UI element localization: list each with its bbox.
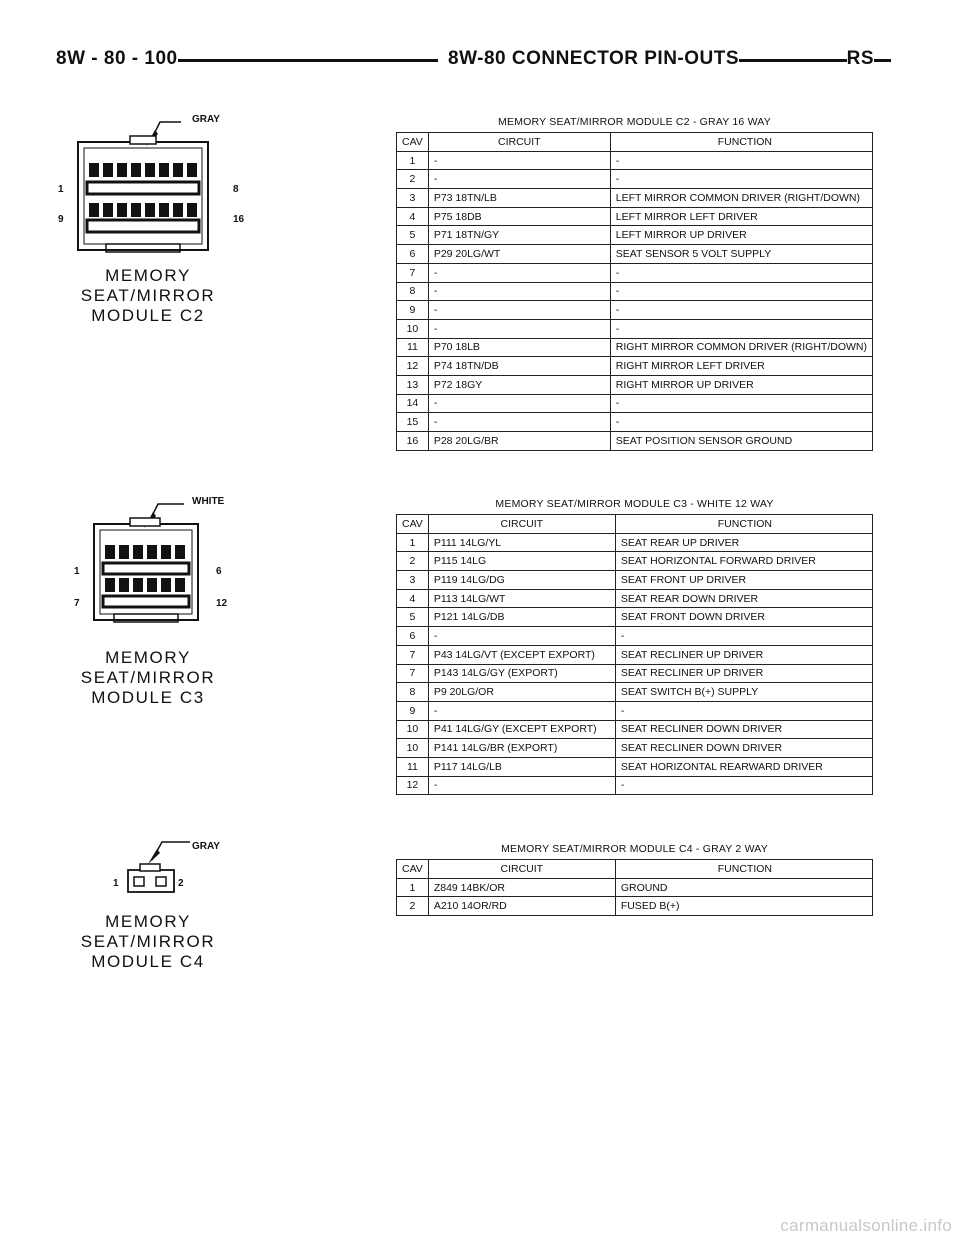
function-cell: SEAT POSITION SENSOR GROUND bbox=[610, 432, 872, 451]
circuit-cell: P143 14LG/GY (EXPORT) bbox=[428, 664, 615, 683]
cav-cell: 11 bbox=[397, 338, 429, 357]
c2-pin-16-label: 16 bbox=[233, 214, 245, 225]
table-row bbox=[397, 170, 873, 189]
cav-cell: 16 bbox=[397, 432, 429, 451]
circuit-cell: P117 14LG/LB bbox=[428, 757, 615, 776]
function-cell: SEAT SENSOR 5 VOLT SUPPLY bbox=[610, 245, 872, 264]
function-header: FUNCTION bbox=[615, 860, 872, 879]
table-row bbox=[397, 207, 873, 226]
cav-cell: 10 bbox=[397, 739, 429, 758]
cav-header: CAV bbox=[397, 860, 429, 879]
function-cell: - bbox=[615, 776, 872, 795]
table-row bbox=[397, 301, 873, 320]
circuit-cell: - bbox=[428, 151, 610, 170]
function-cell: SEAT FRONT DOWN DRIVER bbox=[615, 608, 872, 627]
table-row bbox=[397, 533, 873, 552]
c2-caption-line1: MEMORY SEAT/MIRROR bbox=[80, 266, 216, 305]
c2-caption-line2: MODULE C2 bbox=[91, 306, 205, 325]
c2-pin-8-label: 8 bbox=[233, 184, 239, 195]
function-header: FUNCTION bbox=[610, 133, 872, 152]
table-row bbox=[397, 897, 873, 916]
cav-cell: 11 bbox=[397, 757, 429, 776]
circuit-cell: - bbox=[428, 413, 610, 432]
function-cell: SEAT HORIZONTAL REARWARD DRIVER bbox=[615, 757, 872, 776]
circuit-cell: P119 14LG/DG bbox=[428, 571, 615, 590]
circuit-cell: P9 20LG/OR bbox=[428, 683, 615, 702]
cav-cell: 2 bbox=[397, 552, 429, 571]
function-cell: - bbox=[615, 627, 872, 646]
table-row bbox=[397, 432, 873, 451]
function-cell: SEAT HORIZONTAL FORWARD DRIVER bbox=[615, 552, 872, 571]
circuit-cell: - bbox=[428, 701, 615, 720]
function-cell: - bbox=[610, 301, 872, 320]
connector-c2-diagram bbox=[56, 108, 226, 258]
cav-cell: 9 bbox=[397, 701, 429, 720]
connector-c3-diagram bbox=[72, 490, 225, 630]
cav-header: CAV bbox=[397, 515, 429, 534]
function-cell: SEAT RECLINER UP DRIVER bbox=[615, 664, 872, 683]
cav-cell: 10 bbox=[397, 319, 429, 338]
circuit-cell: P70 18LB bbox=[428, 338, 610, 357]
circuit-cell: P28 20LG/BR bbox=[428, 432, 610, 451]
table-row bbox=[397, 664, 873, 683]
circuit-cell: P73 18TN/LB bbox=[428, 189, 610, 208]
header-rule-left bbox=[176, 59, 438, 62]
table-row bbox=[397, 589, 873, 608]
function-cell: SEAT RECLINER DOWN DRIVER bbox=[615, 720, 872, 739]
table-row bbox=[397, 226, 873, 245]
c3-caption bbox=[56, 648, 240, 708]
cav-cell: 13 bbox=[397, 375, 429, 394]
circuit-cell: - bbox=[428, 776, 615, 795]
function-header: FUNCTION bbox=[615, 515, 872, 534]
cav-cell: 4 bbox=[397, 589, 429, 608]
table-row bbox=[397, 571, 873, 590]
cav-cell: 5 bbox=[397, 226, 429, 245]
circuit-cell: P71 18TN/GY bbox=[428, 226, 610, 245]
c3-caption-line2: MODULE C3 bbox=[91, 688, 205, 707]
c3-pin-6-label: 6 bbox=[216, 566, 222, 577]
c2-caption bbox=[56, 266, 240, 326]
circuit-header: CIRCUIT bbox=[428, 133, 610, 152]
table-row bbox=[397, 282, 873, 301]
c3-caption-line1: MEMORY SEAT/MIRROR bbox=[80, 648, 216, 687]
page-header bbox=[56, 44, 874, 74]
function-cell: - bbox=[610, 151, 872, 170]
c4-color-label: GRAY bbox=[192, 841, 220, 852]
function-cell: - bbox=[610, 394, 872, 413]
function-cell: RIGHT MIRROR UP DRIVER bbox=[610, 375, 872, 394]
table-row bbox=[397, 739, 873, 758]
function-cell: SEAT RECLINER UP DRIVER bbox=[615, 645, 872, 664]
function-cell: SEAT REAR DOWN DRIVER bbox=[615, 589, 872, 608]
table-row bbox=[397, 263, 873, 282]
circuit-cell: - bbox=[428, 319, 610, 338]
table-header-row bbox=[397, 515, 873, 534]
cav-cell: 14 bbox=[397, 394, 429, 413]
cav-cell: 1 bbox=[397, 533, 429, 552]
function-cell: RIGHT MIRROR COMMON DRIVER (RIGHT/DOWN) bbox=[610, 338, 872, 357]
function-cell: LEFT MIRROR UP DRIVER bbox=[610, 226, 872, 245]
c2-pin-9-label: 9 bbox=[58, 214, 64, 225]
circuit-cell: P72 18GY bbox=[428, 375, 610, 394]
table-header-row bbox=[397, 860, 873, 879]
cav-cell: 5 bbox=[397, 608, 429, 627]
cav-cell: 7 bbox=[397, 664, 429, 683]
function-cell: - bbox=[610, 263, 872, 282]
cav-cell: 12 bbox=[397, 357, 429, 376]
table-row bbox=[397, 319, 873, 338]
circuit-cell: - bbox=[428, 282, 610, 301]
c2-table-title: MEMORY SEAT/MIRROR MODULE C2 - GRAY 16 WAY bbox=[498, 116, 771, 128]
function-cell: SEAT FRONT UP DRIVER bbox=[615, 571, 872, 590]
cav-cell: 4 bbox=[397, 207, 429, 226]
circuit-cell: P43 14LG/VT (EXCEPT EXPORT) bbox=[428, 645, 615, 664]
function-cell: - bbox=[610, 413, 872, 432]
circuit-cell: P41 14LG/GY (EXCEPT EXPORT) bbox=[428, 720, 615, 739]
circuit-cell: P113 14LG/WT bbox=[428, 589, 615, 608]
circuit-cell: - bbox=[428, 170, 610, 189]
c2-color-label: GRAY bbox=[192, 114, 220, 125]
table-row bbox=[397, 757, 873, 776]
table-header-row bbox=[397, 133, 873, 152]
c4-pinout-table bbox=[396, 859, 873, 916]
circuit-cell: P115 14LG bbox=[428, 552, 615, 571]
watermark: carmanualsonline.info bbox=[780, 1216, 952, 1235]
table-row bbox=[397, 357, 873, 376]
cav-cell: 6 bbox=[397, 245, 429, 264]
table-row bbox=[397, 338, 873, 357]
circuit-cell: - bbox=[428, 263, 610, 282]
cav-cell: 3 bbox=[397, 189, 429, 208]
function-cell: - bbox=[615, 701, 872, 720]
c4-table-title: MEMORY SEAT/MIRROR MODULE C4 - GRAY 2 WAY bbox=[501, 843, 768, 855]
c3-pinout-table bbox=[396, 514, 873, 795]
cav-cell: 2 bbox=[397, 170, 429, 189]
function-cell: SEAT REAR UP DRIVER bbox=[615, 533, 872, 552]
cav-cell: 8 bbox=[397, 683, 429, 702]
c4-caption bbox=[56, 912, 240, 972]
c3-color-label: WHITE bbox=[192, 496, 225, 507]
function-cell: FUSED B(+) bbox=[615, 897, 872, 916]
c4-caption-line2: MODULE C4 bbox=[91, 952, 205, 971]
function-cell: - bbox=[610, 170, 872, 189]
table-row bbox=[397, 776, 873, 795]
function-cell: LEFT MIRROR LEFT DRIVER bbox=[610, 207, 872, 226]
circuit-header: CIRCUIT bbox=[428, 860, 615, 879]
page-number: 8W - 80 - 100 bbox=[56, 48, 178, 69]
table-row bbox=[397, 552, 873, 571]
function-cell: RIGHT MIRROR LEFT DRIVER bbox=[610, 357, 872, 376]
cav-cell: 6 bbox=[397, 627, 429, 646]
table-row bbox=[397, 151, 873, 170]
cav-header: CAV bbox=[397, 133, 429, 152]
table-row bbox=[397, 608, 873, 627]
table-row bbox=[397, 645, 873, 664]
circuit-cell: P111 14LG/YL bbox=[428, 533, 615, 552]
cav-cell: 7 bbox=[397, 263, 429, 282]
table-row bbox=[397, 375, 873, 394]
c4-caption-line1: MEMORY SEAT/MIRROR bbox=[80, 912, 216, 951]
function-cell: - bbox=[610, 282, 872, 301]
cav-cell: 10 bbox=[397, 720, 429, 739]
circuit-cell: P121 14LG/DB bbox=[428, 608, 615, 627]
c2-pinout-table bbox=[396, 132, 873, 451]
section-title: 8W-80 CONNECTOR PIN-OUTS bbox=[448, 48, 740, 69]
cav-cell: 3 bbox=[397, 571, 429, 590]
model-code: RS bbox=[846, 48, 874, 69]
cav-cell: 8 bbox=[397, 282, 429, 301]
c4-pin-1-label: 1 bbox=[113, 878, 119, 889]
function-cell: GROUND bbox=[615, 878, 872, 897]
circuit-cell: - bbox=[428, 627, 615, 646]
table-row bbox=[397, 413, 873, 432]
table-row bbox=[397, 245, 873, 264]
cav-cell: 1 bbox=[397, 878, 429, 897]
table-row bbox=[397, 683, 873, 702]
function-cell: SEAT SWITCH B(+) SUPPLY bbox=[615, 683, 872, 702]
table-row bbox=[397, 189, 873, 208]
cav-cell: 1 bbox=[397, 151, 429, 170]
function-cell: - bbox=[610, 319, 872, 338]
function-cell: SEAT RECLINER DOWN DRIVER bbox=[615, 739, 872, 758]
circuit-cell: - bbox=[428, 301, 610, 320]
c3-pin-1-label: 1 bbox=[74, 566, 80, 577]
table-row bbox=[397, 878, 873, 897]
table-row bbox=[397, 627, 873, 646]
circuit-cell: P141 14LG/BR (EXPORT) bbox=[428, 739, 615, 758]
circuit-cell: P29 20LG/WT bbox=[428, 245, 610, 264]
circuit-cell: P75 18DB bbox=[428, 207, 610, 226]
cav-cell: 12 bbox=[397, 776, 429, 795]
c3-pin-12-label: 12 bbox=[216, 598, 228, 609]
circuit-cell: Z849 14BK/OR bbox=[428, 878, 615, 897]
c2-pin-1-label: 1 bbox=[58, 184, 64, 195]
circuit-cell: - bbox=[428, 394, 610, 413]
function-cell: LEFT MIRROR COMMON DRIVER (RIGHT/DOWN) bbox=[610, 189, 872, 208]
table-row bbox=[397, 701, 873, 720]
cav-cell: 7 bbox=[397, 645, 429, 664]
cav-cell: 15 bbox=[397, 413, 429, 432]
c4-pin-2-label: 2 bbox=[178, 878, 184, 889]
cav-cell: 9 bbox=[397, 301, 429, 320]
c3-pin-7-label: 7 bbox=[74, 598, 80, 609]
c3-table-title: MEMORY SEAT/MIRROR MODULE C3 - WHITE 12 WAY bbox=[495, 498, 774, 510]
table-row bbox=[397, 720, 873, 739]
cav-cell: 2 bbox=[397, 897, 429, 916]
circuit-cell: P74 18TN/DB bbox=[428, 357, 610, 376]
circuit-header: CIRCUIT bbox=[428, 515, 615, 534]
table-row bbox=[397, 394, 873, 413]
circuit-cell: A210 14OR/RD bbox=[428, 897, 615, 916]
